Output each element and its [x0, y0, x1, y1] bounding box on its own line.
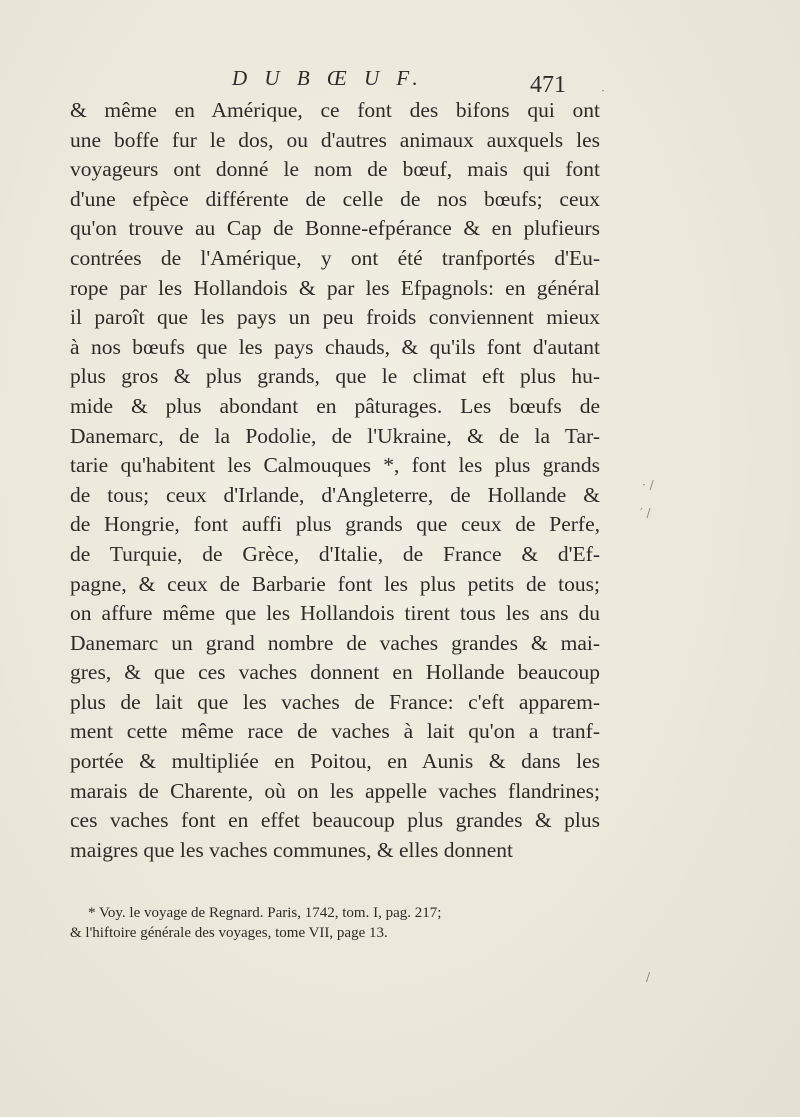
text-line: Danemarc, de la Podolie, de l'Ukraine, & de la Tar-	[70, 423, 600, 448]
margin-speck: ′ /	[640, 506, 651, 520]
text-line: il paroît que les pays un peu froids conviennent mieux	[70, 305, 600, 330]
body-text	[70, 96, 600, 865]
text-line: à nos bœufs que les pays chauds, & qu'ils font d'autant	[70, 334, 600, 359]
text-line: ment cette même race de vaches à lait qu'on a tranf-	[70, 719, 600, 744]
text-line: portée & multipliée en Poitou, en Aunis & dans les	[70, 749, 600, 774]
margin-speck: /	[646, 970, 651, 984]
text-line: plus gros & plus grands, que le climat eft plus hu-	[70, 364, 600, 389]
text-line: voyageurs ont donné le nom de bœuf, mais qui font	[70, 157, 600, 182]
text-line: Danemarc un grand nombre de vaches grandes & mai-	[70, 630, 600, 655]
text-line: gres, & que ces vaches donnent en Hollande beaucoup	[70, 660, 600, 685]
text-line: de Hongrie, font auffi plus grands que ceux de Perfe,	[70, 512, 600, 537]
text-line: marais de Charente, où on les appelle vaches flandrines;	[70, 778, 600, 803]
text-line: rope par les Hollandois & par les Efpagnols: en général	[70, 275, 600, 300]
text-line: de Turquie, de Grèce, d'Italie, de France & d'Ef-	[70, 541, 600, 566]
text-line: maigres que les vaches communes, & elles donnent	[70, 837, 514, 862]
text-line: plus de lait que les vaches de France: c'eft apparem-	[70, 689, 600, 714]
text-line: tarie qu'habitent les Calmouques *, font les plus grands	[70, 453, 600, 478]
running-title: D U B Œ U F.	[232, 66, 424, 90]
page-number: 471	[530, 72, 566, 98]
text-line: une boffe fur le dos, ou d'autres animaux auxquels les	[70, 127, 600, 152]
text-line: contrées de l'Amérique, y ont été tranfportés d'Eu-	[70, 245, 600, 270]
margin-speck: · /	[642, 478, 654, 492]
text-line: & même en Amérique, ce font des bifons qui ont	[70, 98, 600, 122]
text-line: d'une efpèce différente de celle de nos bœufs; ceux	[70, 186, 600, 211]
footnote	[70, 903, 600, 943]
footnote-line: & l'hiftoire générale des voyages, tome VII, page 13.	[70, 925, 388, 941]
text-line: pagne, & ceux de Barbarie font les plus petits de tous;	[70, 571, 600, 596]
text-line: qu'on trouve au Cap de Bonne-efpérance & en plufieurs	[70, 216, 600, 241]
text-line: ces vaches font en effet beaucoup plus grandes & plus	[70, 808, 600, 833]
text-line: de tous; ceux d'Irlande, d'Angleterre, de Hollande &	[70, 482, 600, 507]
text-line: on affure même que les Hollandois tirent tous les ans du	[70, 601, 600, 626]
footnote-line: * Voy. le voyage de Regnard. Paris, 1742, tom. I, pag. 217;	[88, 905, 442, 921]
text-line: mide & plus abondant en pâturages. Les bœufs de	[70, 393, 600, 418]
margin-speck: ·	[601, 84, 605, 98]
